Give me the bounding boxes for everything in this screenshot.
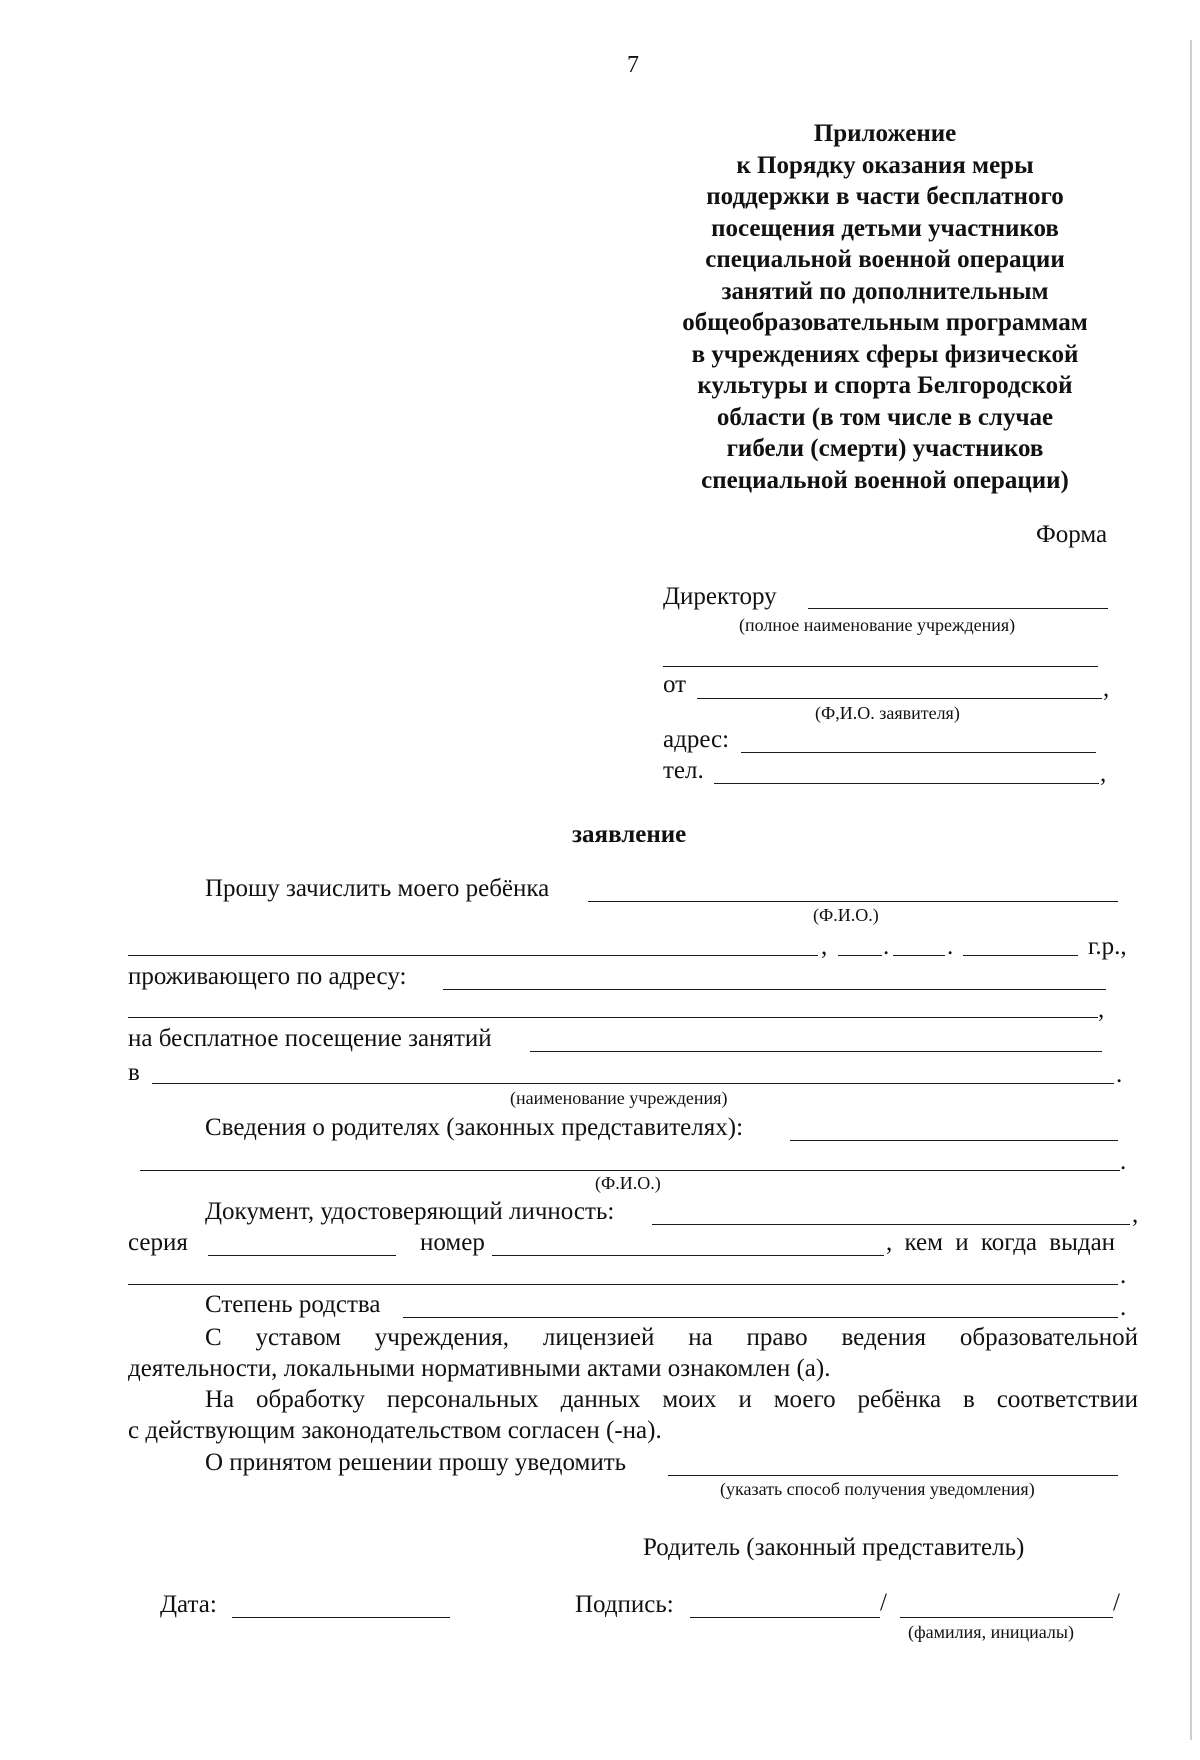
document-title: заявление [572, 821, 687, 848]
enroll-request-label: Прошу зачислить моего ребёнка [205, 875, 550, 902]
charter-line-1: С уставом учреждения, лицензией на право ведения образовательной [205, 1324, 1138, 1351]
phone-label: тел. [663, 757, 704, 784]
series-label: серия [128, 1229, 188, 1256]
relationship-period: . [1120, 1294, 1127, 1321]
number-label: номер [420, 1229, 485, 1256]
parent-signature-label: Родитель (законный представитель) [643, 1534, 1025, 1561]
id-document-label: Документ, удостоверяющий личность: [205, 1198, 615, 1225]
signature-field[interactable] [690, 1617, 880, 1618]
child-fio-hint: (Ф.И.О.) [813, 905, 879, 925]
issued-by-field[interactable] [128, 1284, 1118, 1285]
date-field[interactable] [232, 1617, 450, 1618]
parents-info-label: Сведения о родителях (законных представителях): [205, 1114, 744, 1141]
appendix-line: области (в том числе в случае [716, 403, 1054, 431]
residing-comma: , [1098, 996, 1105, 1023]
date-label: Дата: [160, 1591, 217, 1618]
appendix-line: специальной военной операции [705, 246, 1065, 273]
appendix-line: занятий по дополнительным [721, 277, 1049, 305]
birth-year-field[interactable] [963, 955, 1078, 956]
appendix-line: Приложение [813, 120, 957, 147]
child-fio-field-continued[interactable] [128, 955, 818, 956]
residing-label: проживающего по адресу: [128, 963, 407, 990]
parent-fio-hint: (Ф.И.О.) [595, 1173, 661, 1193]
appendix-line: посещения детьми участников [711, 214, 1059, 242]
free-visit-field[interactable] [530, 1051, 1102, 1052]
birth-dot-1: . [883, 933, 890, 960]
charter-paragraph [128, 1322, 1138, 1384]
from-comma: , [1103, 675, 1110, 702]
birth-day-field[interactable] [838, 955, 882, 956]
notify-field[interactable] [668, 1475, 1118, 1476]
appendix-line: в учреждениях сферы физической [691, 340, 1079, 368]
phone-field[interactable] [714, 783, 1099, 784]
sign-label: Подпись: [575, 1591, 674, 1618]
institution-name-field[interactable] [152, 1083, 1114, 1084]
birth-dot-2: . [947, 933, 954, 960]
residing-field[interactable] [443, 989, 1106, 990]
id-document-comma: , [1132, 1201, 1139, 1228]
parents-info-field-continued[interactable] [140, 1170, 1120, 1171]
phone-comma: , [1100, 760, 1107, 787]
appendix-line: к Порядку оказания меры [736, 151, 1034, 179]
applicant-hint: (Ф,И.О. заявителя) [815, 703, 960, 723]
consent-line-1: На обработку персональных данных моих и моего ребёнка в соответствии [205, 1386, 1138, 1413]
institution-name-hint: (наименование учреждения) [510, 1088, 728, 1108]
charter-line-2: деятельности, локальными нормативными актами ознакомлен (а). [128, 1355, 831, 1382]
free-visit-label: на бесплатное посещение занятий [128, 1025, 492, 1052]
issued-by-period: . [1120, 1262, 1127, 1289]
applicant-field[interactable] [697, 698, 1102, 699]
in-label: в [128, 1059, 140, 1086]
from-label: от [663, 671, 687, 698]
appendix-header [640, 118, 1130, 496]
appendix-line: гибели (смерти) участников [726, 435, 1044, 462]
birth-comma: , [821, 933, 828, 960]
scan-edge [1190, 40, 1192, 1740]
name-hint: (фамилия, инициалы) [908, 1622, 1074, 1642]
address-label: адрес: [663, 726, 730, 753]
id-document-field[interactable] [652, 1224, 1130, 1225]
director-field[interactable] [808, 608, 1108, 609]
appendix-line: поддержки в части бесплатного [706, 183, 1064, 210]
institution-hint: (полное наименование учреждения) [739, 615, 1016, 635]
relationship-field[interactable] [403, 1317, 1118, 1318]
issued-by-label: , кем и когда выдан [886, 1229, 1116, 1256]
signature-slash-2: / [1113, 1589, 1120, 1616]
parents-info-field[interactable] [790, 1140, 1118, 1141]
appendix-line: общеобразовательным программам [682, 309, 1088, 336]
institution-field[interactable] [663, 666, 1098, 667]
residing-field-continued[interactable] [128, 1017, 1098, 1018]
number-field[interactable] [492, 1255, 884, 1256]
surname-initials-field[interactable] [900, 1617, 1113, 1618]
appendix-line: культуры и спорта Белгородской [697, 372, 1073, 399]
parents-period: . [1120, 1148, 1127, 1175]
signature-slash-1: / [880, 1589, 887, 1616]
notify-label: О принятом решении прошу уведомить [205, 1449, 627, 1476]
institution-period: . [1116, 1061, 1123, 1088]
child-fio-field[interactable] [588, 901, 1118, 902]
birth-month-field[interactable] [893, 955, 945, 956]
consent-paragraph [128, 1384, 1138, 1446]
address-field[interactable] [741, 752, 1096, 753]
consent-line-2: с действующим законодательством согласен (-на). [128, 1417, 662, 1444]
relationship-label: Степень родства [205, 1291, 381, 1318]
series-field[interactable] [208, 1255, 396, 1256]
notify-hint: (указать способ получения уведомления) [720, 1479, 1035, 1499]
birth-year-label: г.р., [1088, 933, 1127, 960]
form-label: Форма [1036, 521, 1108, 548]
page-number: 7 [627, 52, 639, 78]
appendix-line: специальной военной операции) [701, 466, 1069, 494]
director-label: Директору [663, 583, 777, 610]
